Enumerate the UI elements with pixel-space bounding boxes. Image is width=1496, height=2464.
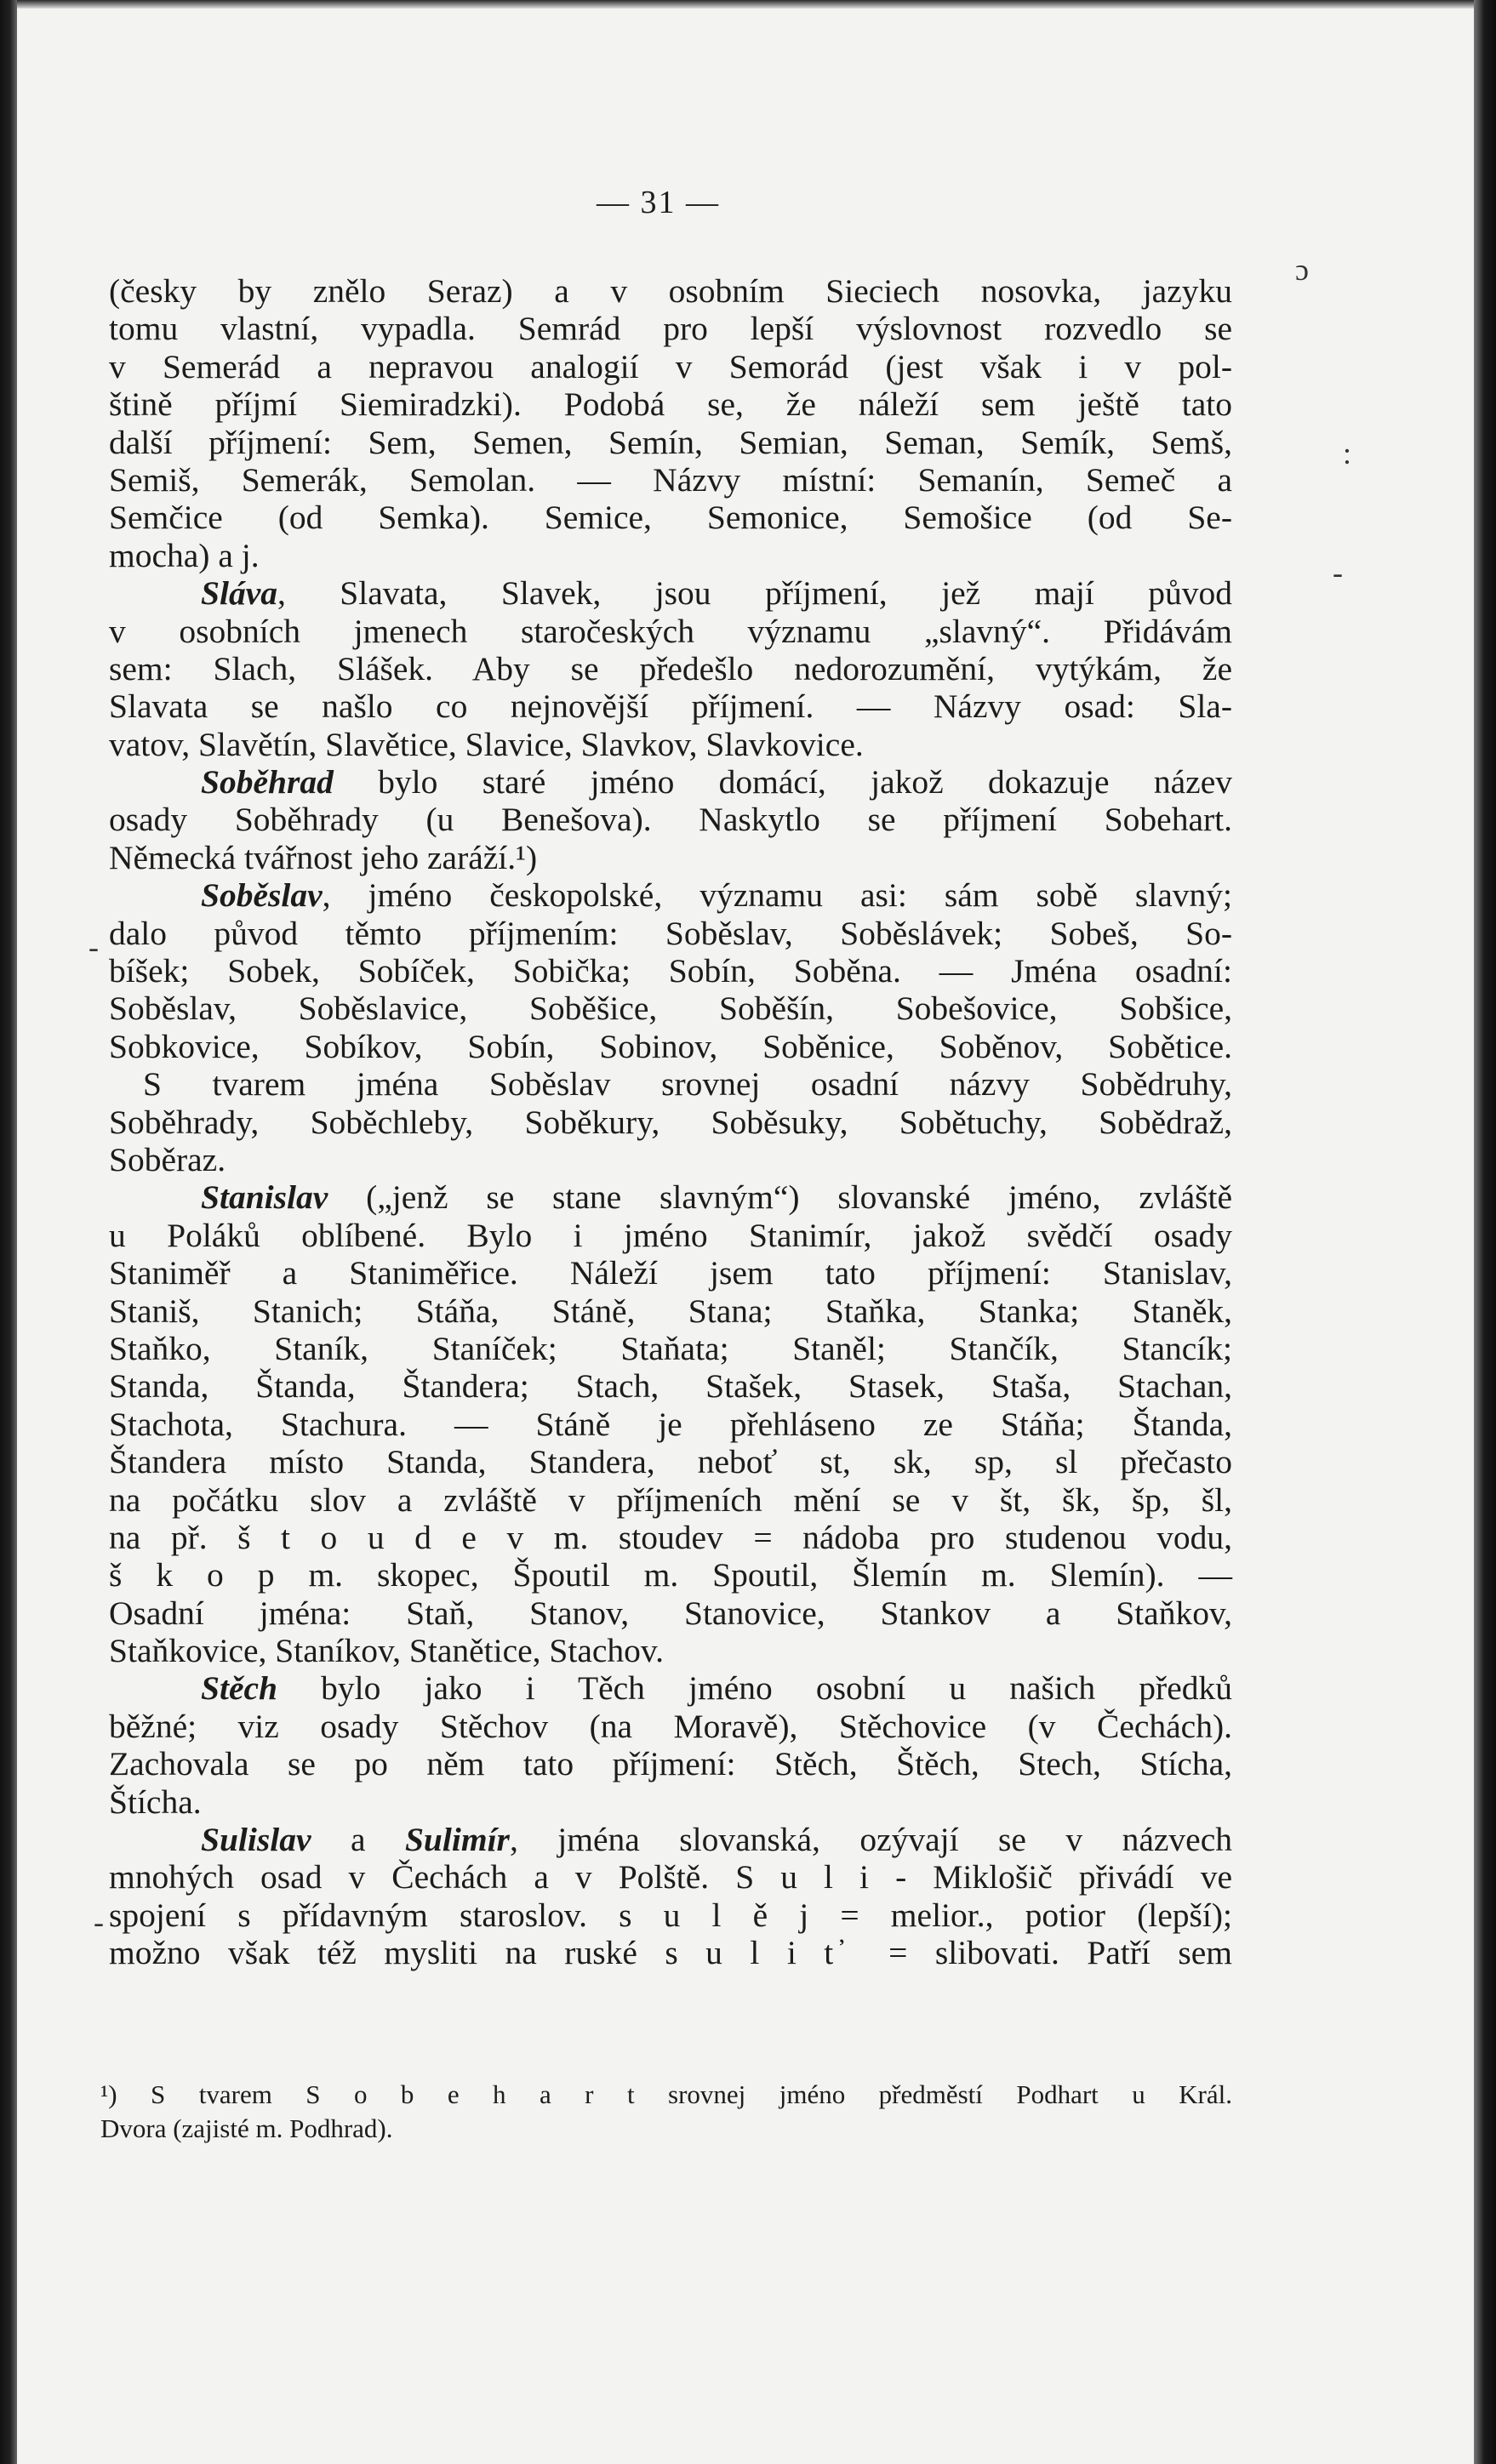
text-line: Semiš, Semerák, Semolan. — Názvy místní: Semanín, Semeč a (109, 460, 1232, 499)
text-fragment: bylo jako i Těch jméno osobní u našich předků (277, 1669, 1232, 1708)
text-line: š k o p m. skopec, Špoutil m. Spoutil, Šlemín m. Slemín). — (109, 1556, 1232, 1594)
text-fragment: , Slavata, Slavek, jsou příjmení, jež mají původ (277, 574, 1232, 613)
margin-mark: ɔ (1295, 253, 1309, 287)
text-line: bíšek; Sobek, Sobíček, Sobička; Sobín, Soběna. — Jména osadní: (109, 952, 1232, 990)
entry-headword: Stanislav (201, 1178, 328, 1217)
text-line: Zachovala se po něm tato příjmení: Stěch, Štěch, Stech, Stícha, (109, 1745, 1232, 1783)
margin-mark: - (1333, 556, 1343, 590)
text-line: další příjmení: Sem, Semen, Semín, Semian, Seman, Semík, Semš, (109, 423, 1232, 461)
text-line: Osadní jména: Staň, Stanov, Stanovice, Stankov a Staňkov, (109, 1594, 1232, 1632)
entry-headword: Sulislav (201, 1821, 311, 1859)
text-fragment: a (311, 1821, 405, 1859)
text-line: v osobních jmenech staročeských významu „slavný“. Přidávám (109, 612, 1232, 650)
footnote (100, 2078, 1232, 2146)
text-fragment: , jména slovanská, ozývají se v názvech (509, 1821, 1232, 1859)
entry-headword: Stěch (201, 1669, 277, 1708)
text-line: Standa, Štanda, Štandera; Stach, Stašek, Stasek, Staša, Stachan, (109, 1367, 1232, 1406)
text-line: osady Soběhrady (u Benešova). Naskytlo se příjmení Sobehart. (109, 801, 1232, 839)
entry-headword: Soběhrad (201, 763, 334, 801)
text-line: Staniměř a Staniměřice. Náleží jsem tato příjmení: Stanislav, (109, 1254, 1232, 1292)
text-line: S tvarem jména Soběslav srovnej osadní názvy Sobědruhy, (143, 1065, 1232, 1104)
text-line: v Semerád a nepravou analogií v Semorád (jest však i v pol- (109, 347, 1232, 385)
text-line: Semčice (od Semka). Semice, Semonice, Semošice (od Se- (109, 499, 1232, 537)
margin-mark: - (94, 1905, 104, 1939)
text-fragment: , jméno českopolské, významu asi: sám sobě slavný; (322, 876, 1232, 915)
text-line: Staňkovice, Staníkov, Stanětice, Stachov. (109, 1632, 664, 1670)
text-line: Slavata se našlo co nejnovější příjmení. — Názvy osad: Sla- (109, 687, 1232, 726)
margin-mark: : (1343, 436, 1352, 471)
text-line: na př. š t o u d e v m. stoudev = nádoba pro studenou vodu, (109, 1518, 1232, 1556)
text-line (109, 1178, 1232, 1216)
footnote-line: Dvora (zajisté m. Podhrad). (100, 2113, 393, 2143)
entry-headword: Sulimír (404, 1821, 510, 1859)
text-line: Soběslav, Soběslavice, Soběšice, Soběšín, Sobešovice, Sobšice, (109, 990, 1232, 1028)
text-line: Soběhrady, Soběchleby, Soběkury, Soběsuky, Sobětuchy, Sobědraž, (109, 1103, 1232, 1141)
text-fragment: („jenž se stane slavným“) slovanské jméno, zvláště (328, 1178, 1232, 1217)
text-line: možno však též mysliti na ruské s u l i t ̓ = slibovati. Patří sem (109, 1934, 1232, 1972)
scan-edge-right (1474, 0, 1496, 2464)
main-text (109, 272, 1232, 1972)
text-line: tomu vlastní, vypadla. Semrád pro lepší výslovnost rozvedlo se (109, 310, 1232, 348)
text-line: Sobkovice, Sobíkov, Sobín, Sobinov, Soběnice, Soběnov, Sobětice. (109, 1027, 1232, 1065)
text-line: na počátku slov a zvláště v příjmeních mění se v št, šk, šp, šl, (109, 1480, 1232, 1519)
text-line: mnohých osad v Čechách a v Polště. S u l i - Miklošič přivádí ve (109, 1858, 1232, 1896)
text-line: štině příjmí Siemiradzki). Podobá se, že náleží sem ještě tato (109, 385, 1232, 424)
text-line (109, 1669, 1232, 1707)
scan-edge-top (0, 0, 1496, 9)
text-line: Německá tvářnost jeho zaráží.¹) (109, 838, 538, 876)
text-line: Staniš, Stanich; Stáňa, Stáně, Stana; Staňka, Stanka; Staněk, (109, 1292, 1232, 1330)
entry-headword: Soběslav (201, 876, 323, 915)
text-line: (česky by znělo Seraz) a v osobním Sieciech nosovka, jazyku (109, 272, 1232, 310)
text-line: spojení s přídavným staroslov. s u l ě j = melior., potior (lepší); (109, 1896, 1232, 1934)
scan-edge-left (0, 0, 17, 2464)
text-line: běžné; viz osady Stěchov (na Moravě), Stěchovice (v Čechách). (109, 1707, 1232, 1745)
margin-mark: - (89, 930, 99, 964)
text-line: sem: Slach, Slášek. Aby se předešlo nedorozumění, vytýkám, že (109, 649, 1232, 687)
text-line: mocha) a j. (109, 536, 260, 574)
text-line: Štícha. (109, 1782, 202, 1821)
text-fragment: bylo staré jméno domácí, jakož dokazuje název (333, 763, 1232, 801)
text-line: Soběraz. (109, 1140, 226, 1178)
text-line: Stachota, Stachura. — Stáně je přehláseno ze Stáňa; Štanda, (109, 1405, 1232, 1443)
text-line: u Poláků oblíbené. Bylo i jméno Stanimír, jakož svědčí osady (109, 1216, 1232, 1254)
text-line (109, 876, 1232, 914)
text-line (109, 574, 1232, 612)
text-line (109, 1821, 1232, 1858)
text-line (109, 763, 1232, 801)
entry-headword: Sláva (201, 574, 277, 613)
footnote-line: ¹) S tvarem S o b e h a r t srovnej jméno předměstí Podhart u Král. (100, 2079, 1232, 2109)
text-line: vatov, Slavětín, Slavětice, Slavice, Slavkov, Slavkovice. (109, 725, 864, 763)
text-line: dalo původ těmto příjmením: Soběslav, Soběslávek; Sobeš, So- (109, 914, 1232, 952)
page-number: — 31 — (597, 185, 720, 220)
text-line: Staňko, Staník, Staníček; Staňata; Staněl; Stančík, Stancík; (109, 1329, 1232, 1367)
text-line: Štandera místo Standa, Standera, neboť st, sk, sp, sl přečasto (109, 1443, 1232, 1481)
